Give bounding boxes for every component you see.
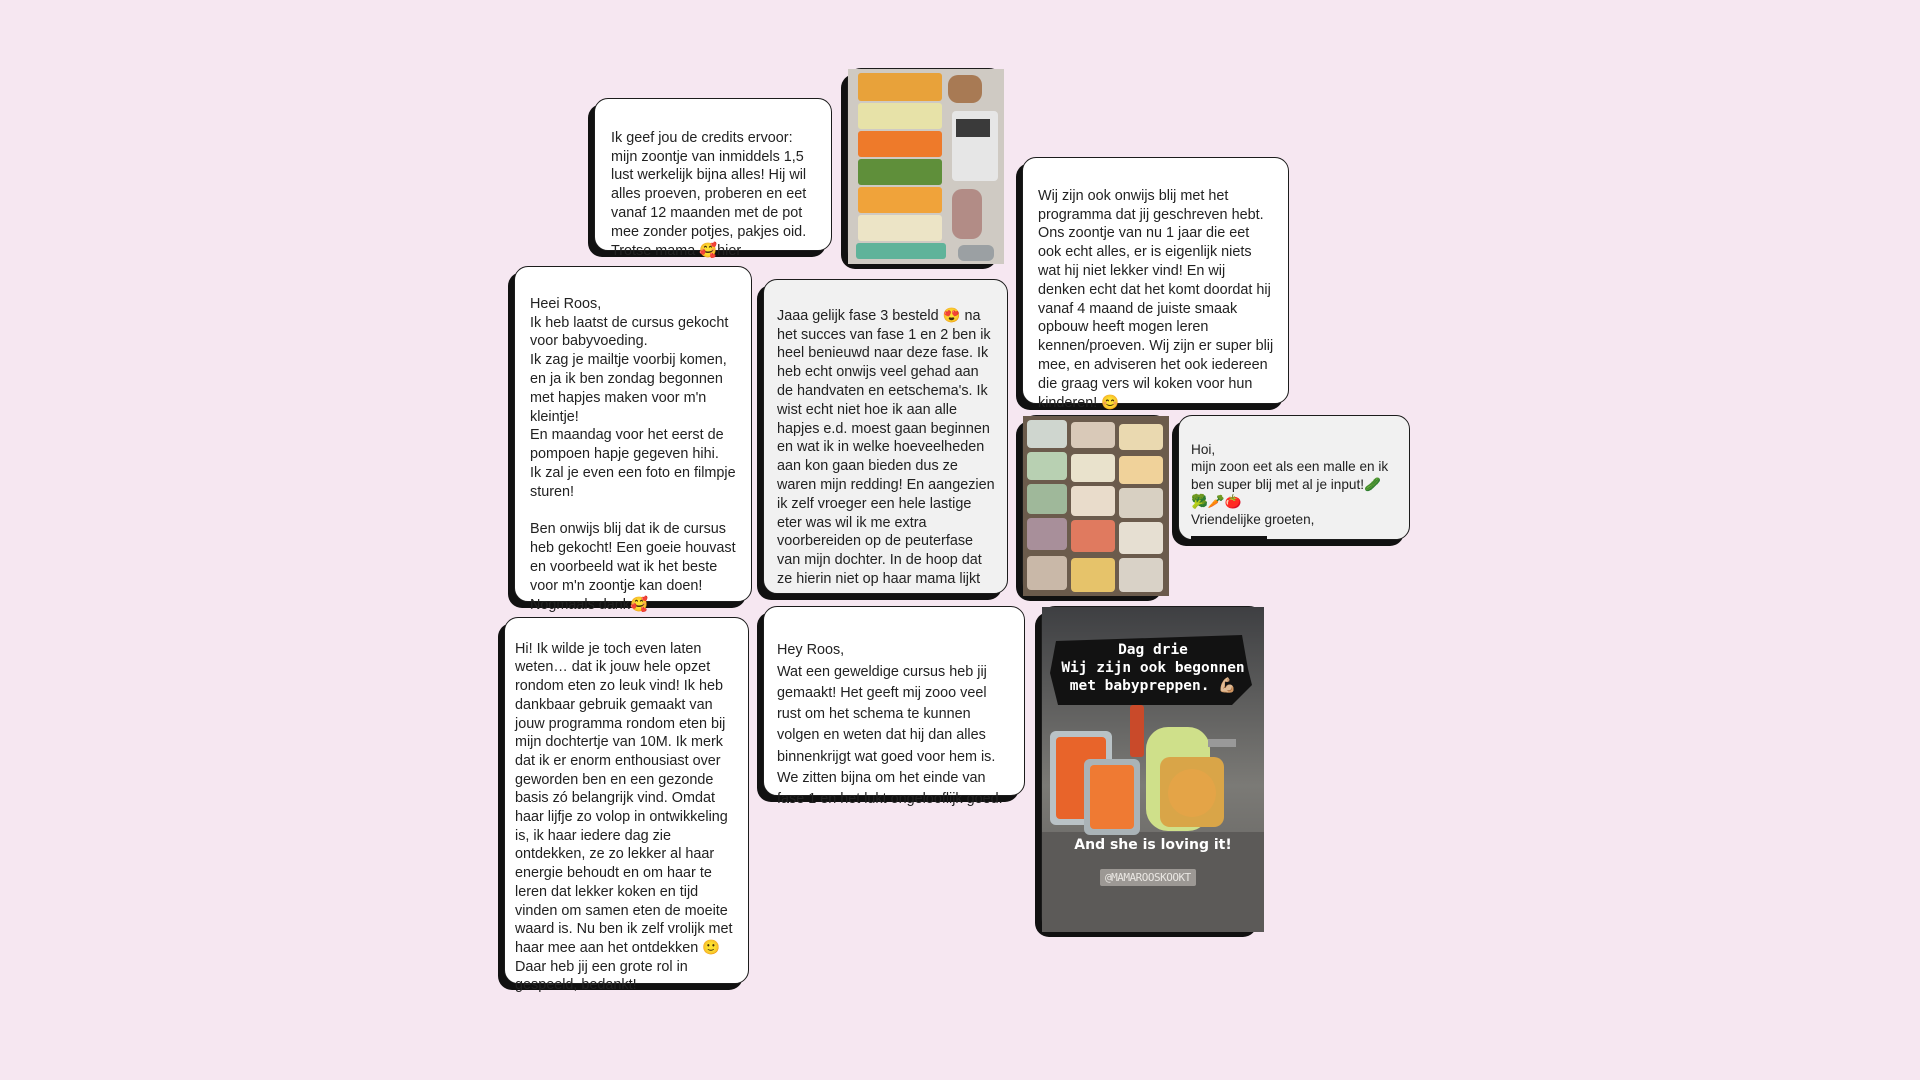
review-card-4 (1022, 157, 1289, 411)
review-card-7 (763, 606, 1025, 808)
story-title: Dag drie Wij zijn ook begonnen met babypreppen. 💪🏼 (1061, 642, 1245, 694)
review-card-1 (594, 98, 832, 259)
review-card-5 (1178, 415, 1410, 540)
review-card-2 (514, 266, 752, 613)
review-text: Hoi, mijn zoon eet als een malle en ik ben super blij met al je input!🥒 🥦🥕🍅 Vriendelijke groeten, (1191, 441, 1389, 527)
review-text: Hey Roos, Wat een geweldige cursus heb jij gemaakt! Het geeft mij zooo veel rust om het schema te kunnen volgen en weten dat hij dan alles binnenkrijgt wat goed voor hem is. We zitten bijna om het einde van fase 1 en het lukt ongelooflijk goed. (777, 642, 1003, 808)
photo-food-containers (1022, 415, 1168, 595)
review-text: Ik geef jou de credits ervoor: mijn zoontje van inmiddels 1,5 lust werkelijk bijna alles! Hij wil alles proeven, proberen en eet vanaf 12 maanden met de pot mee zonder potjes, pakjes oid. Trotse mama 🥰hier (611, 129, 807, 259)
review-text: Jaaa gelijk fase 3 besteld 😍 na het succes van fase 1 en 2 ben ik heel benieuwd naar deze fase. Ik heb echt onwijs veel gehad aan de handvaten en eetschema's. Ik wist echt niet hoe ik aan alle hapjes e.d. moest gaan beginnen en wat ik in welke hoeveelheden aan kon gaan bieden dus ze waren mijn redding! En aangezien ik zelf vroeger een hele lastige eter was wil ik me extra voorbereiden op de peuterfase van mijn dochter. In de hoop dat ze hierin niet op haar mama lijkt (777, 307, 995, 587)
review-text: Hi! Ik wilde je toch even laten weten… dat ik jouw hele opzet rondom eten zo leuk vind! Ik heb dankbaar gebruik gemaakt van jouw programma rondom eten bij mijn dochtertje van 10M. Ik merk dat ik er enorm enthousiast over geworden ben en een gezonde basis zó belangrijk vind. Omdat haar lijfje zo volop in ontwikkeling is, ik haar iedere dag zie ontdekken, ze zo lekker al haar energie behoudt en om haar te leren dat lekker koken en tijd vinden om samen eten de moeite waard is. Nu ben ik zelf vrolijk met haar mee aan het ontdekken 🙂Daar heb jij een grote rol in gespeeld, bedankt! (515, 640, 733, 994)
food-containers-illustration (1023, 416, 1169, 596)
story-handle-tag: @MAMAROOSKOOKT (1100, 869, 1196, 886)
review-text: Wij zijn ook onwijs blij met het programma dat jij geschreven hebt. Ons zoontje van nu 1 jaar die eet ook echt alles, er is eigenlijk niets wat hij niet lekker vind! En wij denken echt dat het komt doordat hij vanaf 4 maand de juiste smaak opbouw heeft mogen leren kennen/proeven. Wij zijn er super blij mee, en adviseren het ook iedereen die graag vers wil koken voor hun kinderen! 😊 (1038, 187, 1274, 411)
ice-cube-trays-illustration (848, 69, 1004, 264)
review-card-6 (504, 617, 749, 994)
redacted-name (1191, 532, 1401, 550)
instagram-story (1041, 606, 1263, 931)
review-card-3 (763, 279, 1008, 594)
story-caption: And she is loving it! (1074, 837, 1232, 853)
photo-ice-cube-trays (847, 68, 1003, 263)
review-text: Heei Roos, Ik heb laatst de cursus gekocht voor babyvoeding. Ik zag je mailtje voorbij komen, en ja ik ben zondag begonnen met hapjes maken voor m'n kleintje! En maandag voor het eerst de pompoen hapje gegeven hihi. Ik zal je even een foto en filmpje sturen! Ben onwijs blij dat ik de cursus heb gekocht! Een goeie houvast en voorbeeld wat ik het beste voor m'n zoontje kan doen! Nogmaals dank🥰 (530, 295, 736, 613)
